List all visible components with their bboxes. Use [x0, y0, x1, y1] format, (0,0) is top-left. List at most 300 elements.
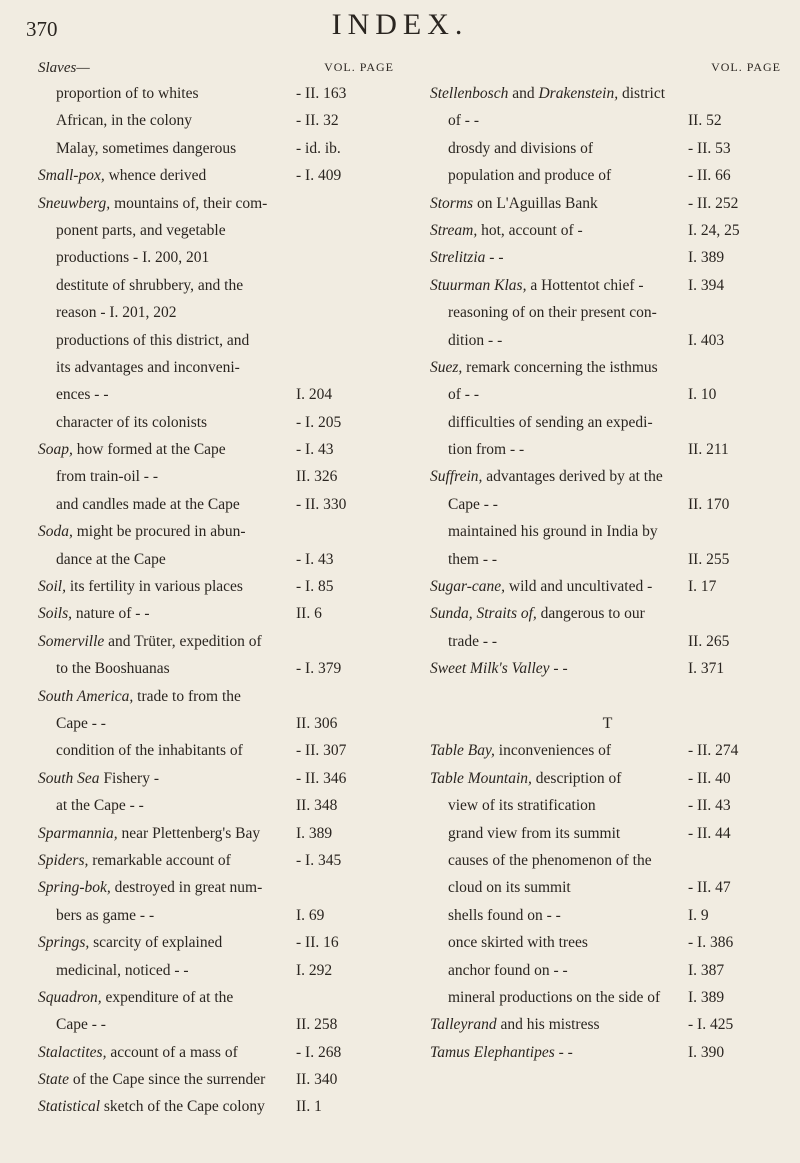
entry-description: Cape - - — [56, 714, 106, 732]
entry-keyword: South Sea — [38, 769, 100, 787]
index-entry — [430, 299, 785, 326]
entry-keyword: Statistical — [38, 1098, 100, 1116]
index-entry — [430, 436, 785, 463]
entry-reference: II. 170 — [688, 495, 730, 513]
entry-text — [56, 902, 154, 929]
entry-description: population and produce of — [448, 167, 612, 185]
entry-text — [448, 847, 652, 874]
entry-reference: I. 387 — [688, 961, 725, 979]
index-entry — [430, 573, 785, 600]
entry-reference: I. 69 — [296, 906, 325, 924]
entry-description: remarkable account of — [88, 851, 231, 869]
entry-description: to the Booshuanas — [56, 660, 170, 678]
index-entry — [430, 463, 785, 490]
entry-reference: - I. 425 — [688, 1016, 734, 1034]
entry-description: trade to from the — [133, 687, 241, 705]
entry-description: destitute of shrubbery, and the — [56, 276, 244, 294]
index-entry — [430, 518, 785, 545]
index-entry — [38, 820, 398, 847]
entry-text — [430, 737, 611, 764]
index-entry — [38, 518, 398, 545]
entry-text — [430, 244, 503, 271]
entry-text — [38, 683, 241, 710]
entry-text — [38, 984, 233, 1011]
index-entry — [38, 463, 398, 490]
entry-description: trade - - — [448, 632, 498, 650]
entry-text — [448, 409, 653, 436]
entry-description: reason - I. 201, 202 — [56, 304, 177, 322]
entry-description: - - — [549, 660, 568, 678]
entry-reference: - II. 66 — [688, 167, 731, 185]
entry-reference: II. 340 — [296, 1071, 338, 1089]
entry-keyword: Soil, — [38, 578, 66, 596]
entry-description: Cape - - — [448, 495, 498, 513]
entry-text — [56, 710, 106, 737]
entry-text — [38, 1039, 238, 1066]
entry-reference: - id. ib. — [296, 139, 341, 157]
entry-keyword: Strelitzia — [430, 249, 486, 267]
entry-description: difficulties of sending an expedi- — [448, 413, 653, 431]
index-entry — [430, 765, 785, 792]
index-entry — [430, 929, 785, 956]
entry-text — [430, 1011, 600, 1038]
entry-text — [448, 381, 479, 408]
entry-text — [56, 381, 109, 408]
entry-reference: II. 1 — [296, 1098, 322, 1116]
entry-text — [448, 957, 568, 984]
entry-text — [38, 929, 222, 956]
entry-keyword: Stuurman Klas, — [430, 276, 527, 294]
entry-keyword: Somerville — [38, 632, 105, 650]
entry-description: of - - — [448, 386, 479, 404]
section-letter: T — [602, 714, 613, 732]
index-entry — [38, 244, 398, 271]
entry-description: near Plettenberg's Bay — [117, 824, 261, 842]
index-entry — [430, 984, 785, 1011]
entry-text — [430, 655, 568, 682]
entry-description: Malay, sometimes dangerous — [56, 139, 237, 157]
entry-keyword: Spiders, — [38, 851, 89, 869]
entry-text — [448, 162, 611, 189]
entry-description: drosdy and divisions of — [448, 139, 594, 157]
entry-keyword: Sparmannia, — [38, 824, 118, 842]
entry-reference: - I. 386 — [688, 934, 734, 952]
entry-keyword: South America, — [38, 687, 134, 705]
entry-reference: II. 348 — [296, 797, 338, 815]
index-entry — [38, 683, 398, 710]
entry-reference: - I. 43 — [296, 441, 334, 459]
entry-description: remark concerning the isthmus — [462, 358, 658, 376]
entry-keyword: Suez, — [430, 358, 463, 376]
entry-text — [448, 792, 596, 819]
entry-description: proportion of to whites — [56, 85, 199, 102]
page-header — [0, 8, 800, 48]
entry-description: a Hottentot chief - — [526, 276, 644, 294]
index-entry — [430, 1011, 785, 1038]
entry-description: account of a mass of — [106, 1043, 238, 1061]
entry-description: of - - — [448, 112, 479, 130]
entry-reference: - II. 44 — [688, 824, 731, 842]
entry-text — [38, 436, 226, 463]
right-vol-page-label: VOL. PAGE — [711, 60, 781, 74]
entry-text — [430, 354, 658, 381]
entry-description: - - — [554, 1043, 573, 1061]
entry-text — [448, 299, 657, 326]
entry-description: productions of this district, and — [56, 331, 250, 349]
index-entry — [38, 381, 398, 408]
entry-text — [56, 463, 158, 490]
entry-description: dance at the Cape — [56, 550, 166, 568]
entry-text — [38, 600, 150, 627]
entry-keyword: Talleyrand — [430, 1016, 497, 1034]
entry-text — [56, 655, 170, 682]
entry-text — [448, 628, 497, 655]
left-column — [38, 60, 398, 1121]
entry-text — [56, 135, 236, 162]
entry-text — [56, 409, 207, 436]
entry-description: bers as game - - — [56, 906, 155, 924]
entry-keyword: Soda, — [38, 523, 73, 541]
entry-text — [448, 491, 498, 518]
entry-text — [56, 957, 189, 984]
entry-description: maintained his ground in India by — [448, 523, 658, 541]
index-entry — [430, 737, 785, 764]
index-entry — [38, 628, 398, 655]
entry-text — [448, 327, 502, 354]
entry-text — [38, 765, 159, 792]
entry-reference: II. 326 — [296, 468, 338, 486]
index-entry — [430, 381, 785, 408]
entry-description: dangerous to our — [536, 605, 645, 623]
entry-text — [448, 436, 524, 463]
index-entry — [430, 217, 785, 244]
entry-description: advantages derived by at the — [482, 468, 663, 486]
entry-description: destroyed in great num- — [110, 879, 263, 897]
entry-keyword: Sweet Milk's Valley — [430, 660, 550, 678]
entry-reference: II. 255 — [688, 550, 730, 568]
entry-description: grand view from its summit — [448, 824, 621, 842]
index-entry — [38, 573, 398, 600]
entry-description: character of its colonists — [56, 413, 208, 431]
entry-description: ences - - — [56, 386, 109, 404]
right-column — [430, 60, 785, 1066]
page-number: 370 — [26, 17, 58, 41]
entry-reference: - II. 53 — [688, 139, 731, 157]
index-entry — [430, 628, 785, 655]
index-entry — [38, 874, 398, 901]
index-entry — [430, 792, 785, 819]
entry-reference: I. 24, 25 — [688, 221, 740, 239]
entry-text — [56, 299, 177, 326]
entry-keyword: Sugar-cane, — [430, 578, 506, 596]
entry-description: might be procured in abun- — [72, 523, 246, 541]
entry-description: nature of - - — [72, 605, 150, 623]
entry-reference: - I. 43 — [296, 550, 334, 568]
entry-reference: I. 371 — [688, 660, 725, 678]
entry-description: condition of the inhabitants of — [56, 742, 243, 760]
left-vol-page-label: VOL. PAGE — [324, 60, 394, 74]
index-entry — [38, 546, 398, 573]
index-entry — [430, 190, 785, 217]
entry-description: tion from - - — [448, 441, 525, 459]
entry-text — [430, 80, 665, 107]
entry-description: shells found on - - — [448, 906, 561, 924]
entry-keyword: Soils, — [38, 605, 73, 623]
entry-text — [430, 463, 663, 490]
entry-text — [448, 902, 561, 929]
entry-keyword: Sunda, Straits of, — [430, 605, 537, 623]
entry-description: from train-oil - - — [56, 468, 159, 486]
index-entry — [430, 655, 785, 682]
entry-reference: II. 265 — [688, 632, 730, 650]
right-column-header — [430, 60, 785, 80]
entry-description: sketch of the Cape colony — [100, 1098, 265, 1116]
entry-keyword: Drakenstein, — [538, 85, 619, 102]
entry-description: and — [508, 85, 539, 102]
entry-reference: I. 389 — [296, 824, 333, 842]
index-entry — [430, 162, 785, 189]
index-entry — [38, 655, 398, 682]
entry-keyword: Storms — [430, 194, 474, 212]
left-column-header — [38, 60, 398, 80]
entry-description: causes of the phenomenon of the — [448, 851, 652, 869]
entry-reference: - II. 330 — [296, 495, 347, 513]
index-entry — [38, 327, 398, 354]
entry-description: hot, account of - — [477, 221, 583, 239]
entry-text — [430, 1039, 573, 1066]
index-entry — [38, 957, 398, 984]
entry-description: Fishery - — [99, 769, 159, 787]
index-entry — [38, 737, 398, 764]
entry-reference: - II. 252 — [688, 194, 739, 212]
index-entry — [38, 162, 398, 189]
left-heading: Slaves— — [38, 60, 90, 76]
entry-text — [448, 984, 660, 1011]
index-entry — [430, 244, 785, 271]
entry-reference: - I. 268 — [296, 1043, 342, 1061]
entry-reference: II. 6 — [296, 605, 322, 623]
index-entry — [430, 409, 785, 436]
entry-text — [56, 107, 192, 134]
entry-text — [56, 546, 166, 573]
entry-reference: - I. 85 — [296, 578, 334, 596]
index-entry — [38, 902, 398, 929]
entry-text — [448, 874, 571, 901]
entry-text — [38, 874, 262, 901]
entry-reference: II. 52 — [688, 112, 722, 130]
entry-description: inconveniences of — [494, 742, 612, 760]
index-entry — [430, 957, 785, 984]
entry-reference: I. 17 — [688, 578, 717, 596]
entry-reference: I. 292 — [296, 961, 333, 979]
index-entry — [38, 1039, 398, 1066]
entry-description: medicinal, noticed - - — [56, 961, 189, 979]
entry-keyword: Small-pox, — [38, 167, 105, 185]
entry-text — [38, 573, 243, 600]
entry-text — [56, 327, 249, 354]
entry-description: at the Cape - - — [56, 797, 144, 815]
index-entry — [430, 600, 785, 627]
entry-keyword: Stellenbosch — [430, 85, 509, 102]
entry-reference: II. 306 — [296, 714, 338, 732]
index-entry — [38, 1066, 398, 1093]
entry-text — [430, 600, 645, 627]
entry-reference: - II. 307 — [296, 742, 347, 760]
index-entry — [430, 874, 785, 901]
entry-description: cloud on its summit — [448, 879, 571, 897]
entry-description: of the Cape since the surrender — [69, 1071, 266, 1089]
entry-description: and his mistress — [496, 1016, 600, 1034]
entry-keyword: Table Mountain, — [430, 769, 532, 787]
entry-description: and candles made at the Cape — [56, 495, 240, 513]
index-entry — [38, 984, 398, 1011]
entry-description: expenditure of at the — [101, 988, 234, 1006]
entry-text — [430, 272, 644, 299]
entry-keyword: Stalactites, — [38, 1043, 107, 1061]
index-entry — [38, 135, 398, 162]
entry-text — [430, 190, 598, 217]
entry-description: wild and uncultivated - — [505, 578, 653, 596]
entry-reference: II. 211 — [688, 441, 729, 459]
entry-description: African, in the colony — [56, 112, 193, 130]
entry-text — [38, 847, 231, 874]
entry-description: mineral productions on the side of — [448, 988, 661, 1006]
entry-text — [56, 80, 199, 107]
entry-reference: I. 204 — [296, 386, 333, 404]
entry-description: mountains of, their com- — [110, 194, 268, 212]
entry-description: its fertility in various places — [66, 578, 243, 596]
entry-description: description of — [531, 769, 622, 787]
entry-description: its advantages and inconveni- — [56, 358, 240, 376]
entry-description: anchor found on - - — [448, 961, 568, 979]
entry-reference: - II. 346 — [296, 769, 347, 787]
entry-text — [38, 162, 206, 189]
entry-text — [448, 546, 497, 573]
index-entry — [38, 600, 398, 627]
entry-reference: I. 389 — [688, 249, 725, 267]
entry-description: district — [618, 85, 666, 102]
entry-description: them - - — [448, 550, 498, 568]
entry-description: ponent parts, and vegetable — [56, 221, 226, 239]
index-entry — [38, 217, 398, 244]
index-entry — [430, 107, 785, 134]
entry-reference: II. 258 — [296, 1016, 338, 1034]
entry-description: how formed at the Cape — [72, 441, 226, 459]
index-entry — [38, 792, 398, 819]
entry-reference: I. 9 — [688, 906, 709, 924]
entry-reference: - II. 40 — [688, 769, 731, 787]
entry-description: reasoning of on their present con- — [448, 304, 657, 322]
index-entry — [430, 546, 785, 573]
entry-text — [56, 491, 240, 518]
entry-reference: - II. 43 — [688, 797, 731, 815]
page-title: INDEX. — [331, 8, 469, 41]
index-entry — [38, 190, 398, 217]
entry-description: scarcity of explained — [89, 934, 223, 952]
entry-reference: - I. 345 — [296, 851, 342, 869]
index-entry — [430, 491, 785, 518]
entry-reference: - II. 163 — [296, 85, 347, 102]
entry-reference: I. 10 — [688, 386, 717, 404]
entry-text — [56, 737, 243, 764]
entry-text — [430, 765, 621, 792]
index-entry — [38, 272, 398, 299]
entry-keyword: Stream, — [430, 221, 478, 239]
entry-text — [448, 518, 658, 545]
entry-reference: - I. 379 — [296, 660, 342, 678]
index-entry — [38, 710, 398, 737]
index-entry — [38, 847, 398, 874]
index-entry — [430, 135, 785, 162]
entry-text — [448, 820, 620, 847]
index-entry — [38, 491, 398, 518]
index-entry — [38, 436, 398, 463]
entry-text — [38, 628, 262, 655]
entry-reference: I. 390 — [688, 1043, 725, 1061]
entry-keyword: Springs, — [38, 934, 90, 952]
entry-description: Cape - - — [56, 1016, 106, 1034]
entry-text — [56, 792, 144, 819]
entry-reference: I. 403 — [688, 331, 725, 349]
entry-reference: I. 389 — [688, 988, 725, 1006]
entry-description: on L'Aguillas Bank — [473, 194, 598, 212]
entry-keyword: Suffrein, — [430, 468, 483, 486]
entry-text — [448, 107, 479, 134]
entry-text — [38, 518, 245, 545]
entry-description: - - — [485, 249, 504, 267]
index-entry — [38, 299, 398, 326]
entry-text — [430, 217, 583, 244]
entry-text — [56, 244, 209, 271]
entry-reference: - II. 16 — [296, 934, 339, 952]
entry-description: dition - - — [448, 331, 503, 349]
index-entry — [430, 354, 785, 381]
entry-text — [56, 272, 243, 299]
right-entry-list — [430, 80, 785, 683]
entry-description: once skirted with trees — [448, 934, 588, 952]
entry-text — [56, 354, 240, 381]
entry-reference: - I. 409 — [296, 167, 342, 185]
left-entry-list — [38, 80, 398, 1121]
entry-text — [430, 573, 652, 600]
entry-keyword: Tamus Elephantipes — [430, 1043, 555, 1061]
entry-reference: - II. 47 — [688, 879, 731, 897]
index-entry — [38, 1093, 398, 1120]
right-entry-list-t — [430, 737, 785, 1066]
entry-description: view of its stratification — [448, 797, 596, 815]
index-entry — [38, 80, 398, 107]
entry-text — [448, 929, 588, 956]
section-spacer — [430, 683, 785, 710]
entry-keyword: Spring-bok, — [38, 879, 111, 897]
index-entry — [430, 327, 785, 354]
entry-description: and Trüter, expedition of — [104, 632, 262, 650]
entry-text — [56, 1011, 106, 1038]
entry-text — [38, 820, 260, 847]
entry-reference: I. 394 — [688, 276, 725, 294]
entry-description: productions - I. 200, 201 — [56, 249, 210, 267]
index-entry — [430, 80, 785, 107]
entry-keyword: State — [38, 1071, 69, 1089]
entry-keyword: Table Bay, — [430, 742, 495, 760]
entry-keyword: Squadron, — [38, 988, 102, 1006]
index-entry — [430, 847, 785, 874]
entry-reference: - II. 32 — [296, 112, 339, 130]
index-entry — [430, 1039, 785, 1066]
entry-text — [56, 217, 226, 244]
entry-text — [38, 1093, 265, 1120]
entry-text — [448, 135, 593, 162]
